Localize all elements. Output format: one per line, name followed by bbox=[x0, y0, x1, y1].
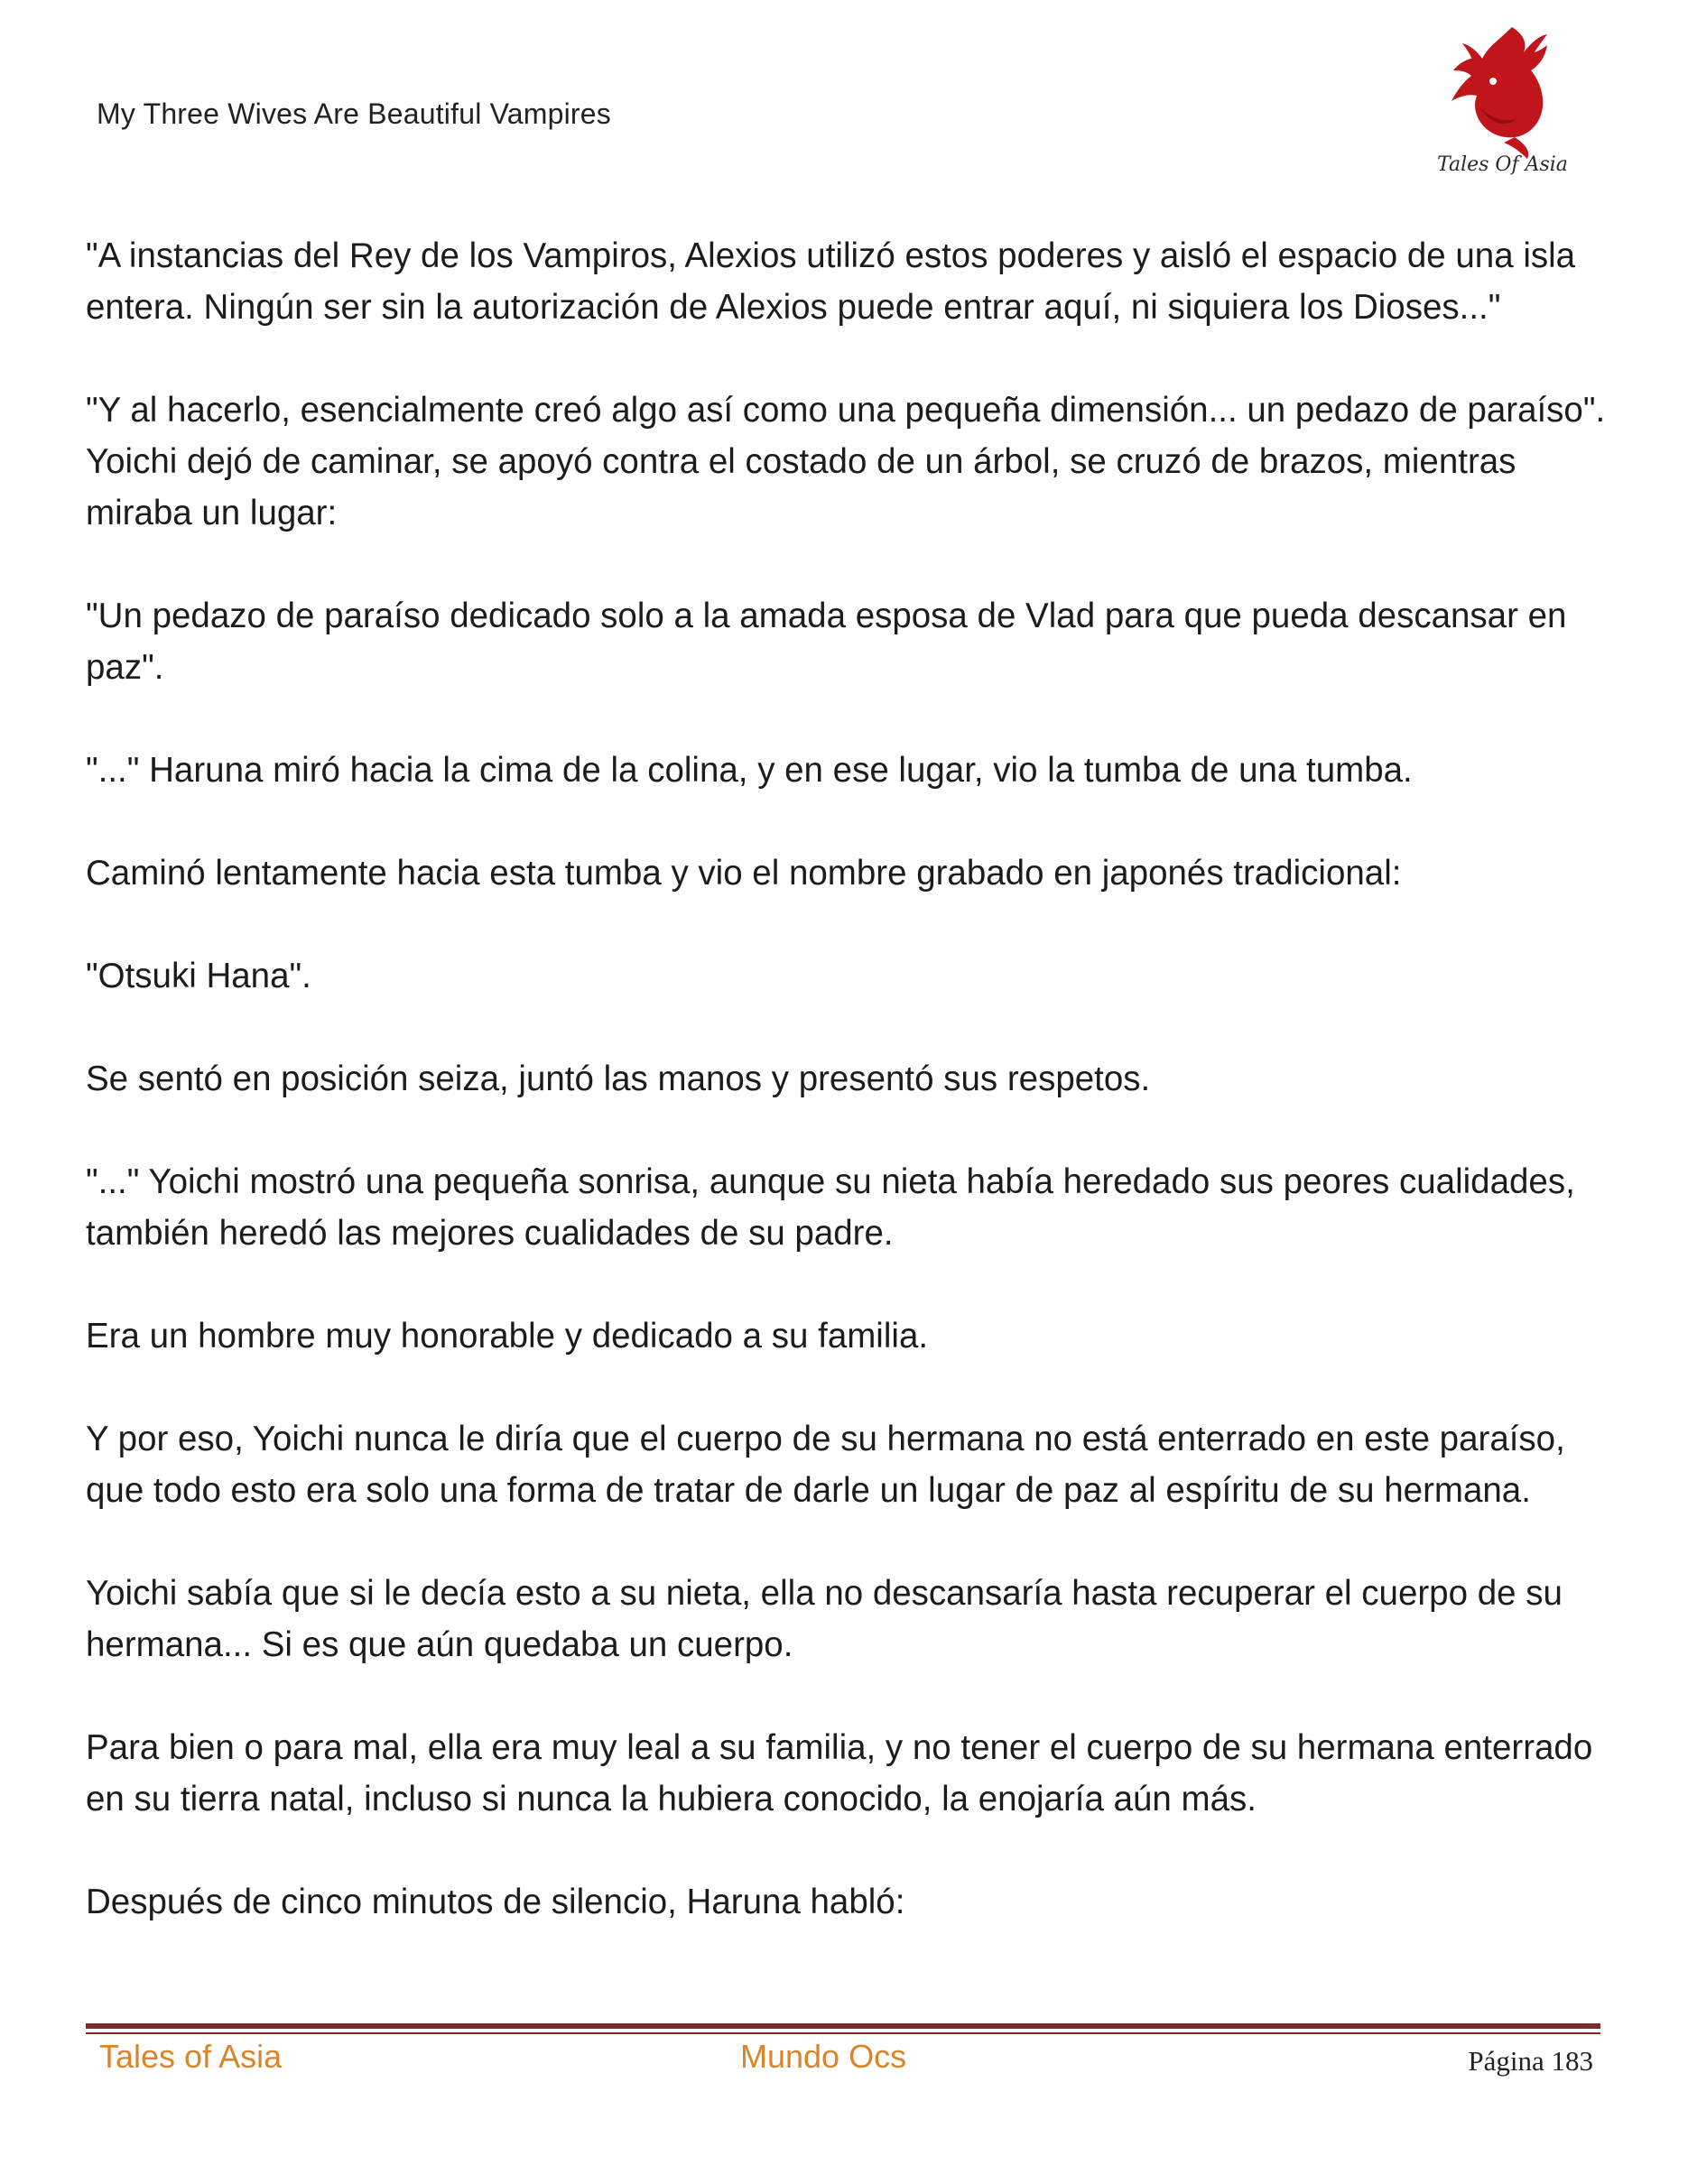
paragraph: "..." Yoichi mostró una pequeña sonrisa, aunque su nieta había heredado sus peores cualidades, también heredó las mejores cualidades de su padre. bbox=[86, 1162, 1585, 1253]
book-title: My Three Wives Are Beautiful Vampires bbox=[97, 97, 611, 130]
paragraph: Para bien o para mal, ella era muy leal a su familia, y no tener el cuerpo de su hermana enterrado en su tierra natal, incluso si nunca la hubiera conocido, la enojaría aún más. bbox=[86, 1728, 1602, 1818]
footer-divider-thin bbox=[86, 2032, 1600, 2034]
paragraph: Caminó lentamente hacia esta tumba y vio el nombre grabado en japonés tradicional: bbox=[86, 854, 1402, 893]
paragraph: Y por eso, Yoichi nunca le diría que el cuerpo de su hermana no está enterrado en este paraíso, que todo esto era solo una forma de tratar de darle un lugar de paz al espíritu de su hermana. bbox=[86, 1420, 1575, 1510]
paragraph: Se sentó en posición seiza, juntó las manos y presentó sus respetos. bbox=[86, 1060, 1151, 1098]
paragraph: Yoichi sabía que si le decía esto a su nieta, ella no descansaría hasta recuperar el cuerpo de su hermana... Si es que aún quedaba un cuerpo. bbox=[86, 1574, 1572, 1664]
chapter-body bbox=[86, 230, 1620, 1928]
footer-site-name: Tales of Asia bbox=[99, 2038, 283, 2075]
footer-section-name: Mundo Ocs bbox=[740, 2038, 907, 2075]
paragraph: "A instancias del Rey de los Vampiros, Alexios utilizó estos poderes y aisló el espacio de una isla entera. Ningún ser sin la autorización de Alexios puede entrar aquí, ni siquiera los Dioses..." bbox=[86, 236, 1585, 327]
paragraph: "Y al hacerlo, esencialmente creó algo así como una pequeña dimensión... un pedazo de paraíso". Yoichi dejó de caminar, se apoyó contra el costado de un árbol, se cruzó de brazos, mientras miraba un lugar: bbox=[86, 391, 1615, 532]
paragraph: Era un hombre muy honorable y dedicado a su familia. bbox=[86, 1317, 929, 1356]
paragraph: "Otsuki Hana". bbox=[86, 957, 311, 995]
page-number: Página 183 bbox=[1468, 2045, 1593, 2077]
logo-text: Tales Of Asia bbox=[1437, 153, 1568, 176]
footer-divider bbox=[86, 2023, 1600, 2029]
paragraph: "Un pedazo de paraíso dedicado solo a la amada esposa de Vlad para que pueda descansar en paz". bbox=[86, 597, 1577, 687]
paragraph: Después de cinco minutos de silencio, Haruna habló: bbox=[86, 1883, 905, 1921]
paragraph: "..." Haruna miró hacia la cima de la colina, y en ese lugar, vio la tumba de una tumba. bbox=[86, 751, 1413, 790]
